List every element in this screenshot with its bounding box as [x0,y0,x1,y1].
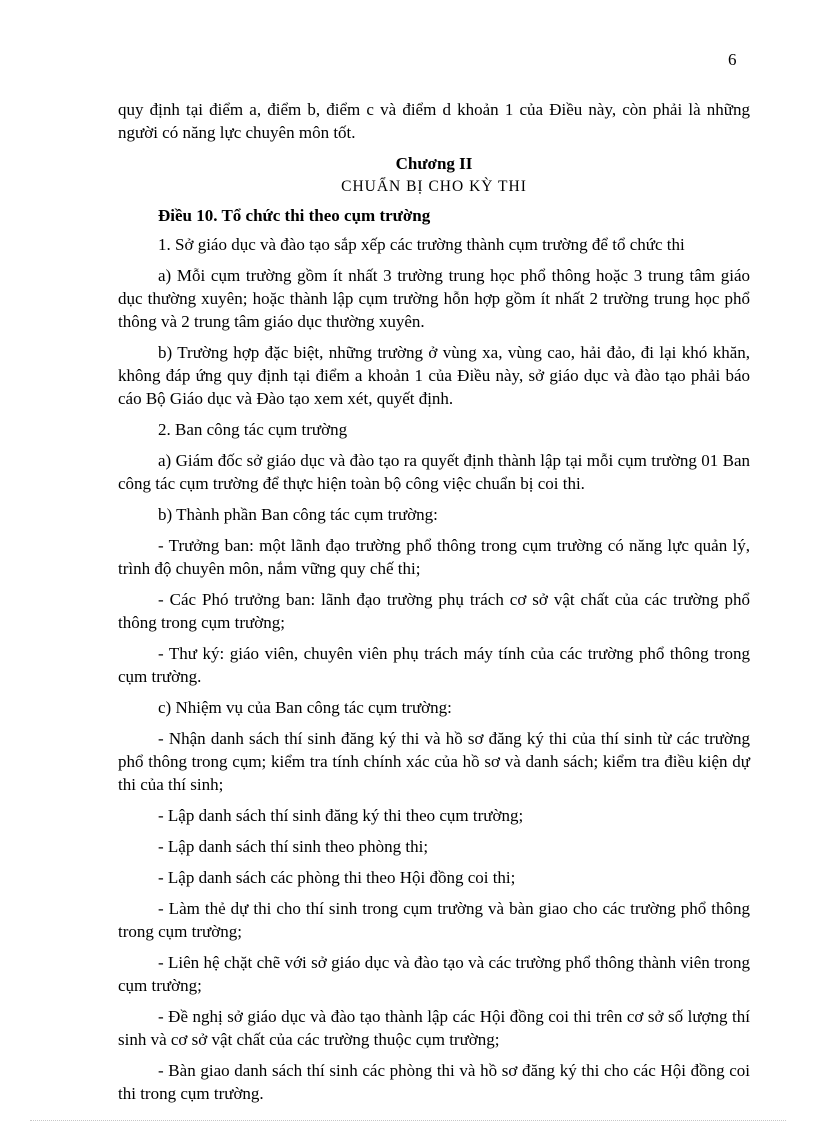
paragraph: a) Mỗi cụm trường gồm ít nhất 3 trường trung học phổ thông hoặc 3 trung tâm giáo dục thường xuyên; hoặc thành lập cụm trường hỗn hợp gồm ít nhất 2 trường trung học phổ thông và 2 trung tâm giáo dục thường xuyên. [118,266,750,331]
paragraph: - Lập danh sách thí sinh theo phòng thi; [158,837,429,856]
paragraph: 2. Ban công tác cụm trường [158,420,348,439]
chapter-subtitle: CHUẨN BỊ CHO KỲ THI [341,178,527,195]
page-bottom-divider [30,1120,786,1121]
paragraph: b) Trường hợp đặc biệt, những trường ở vùng xa, vùng cao, hải đảo, đi lại khó khăn, không đáp ứng quy định tại điểm a khoản 1 của Điều này, sở giáo dục và đào tạo phải báo cáo Bộ Giáo dục và Đào tạo xem xét, quyết định. [118,343,750,408]
paragraph: - Nhận danh sách thí sinh đăng ký thi và hồ sơ đăng ký thi của thí sinh từ các trường phổ thông trong cụm; kiểm tra tính chính xác của hồ sơ và danh sách; kiểm tra điều kiện dự thi của thí sinh; [118,729,750,794]
paragraph: 1. Sở giáo dục và đào tạo sắp xếp các trường thành cụm trường để tổ chức thi [158,235,685,254]
paragraph: - Lập danh sách thí sinh đăng ký thi theo cụm trường; [158,806,524,825]
paragraph: c) Nhiệm vụ của Ban công tác cụm trường: [158,698,452,717]
paragraph: - Đề nghị sở giáo dục và đào tạo thành lập các Hội đồng coi thi trên cơ sở số lượng thí sinh và cơ sở vật chất của các trường thuộc cụm trường; [118,1007,750,1049]
intro-paragraph: quy định tại điểm a, điểm b, điểm c và điểm d khoản 1 của Điều này, còn phải là những người có năng lực chuyên môn tốt. [118,100,750,142]
chapter-title: Chương II [395,154,473,173]
document-body [118,98,750,1113]
paragraph: - Lập danh sách các phòng thi theo Hội đồng coi thi; [158,868,516,887]
paragraph: - Các Phó trưởng ban: lãnh đạo trường phụ trách cơ sở vật chất của các trường phổ thông trong cụm trường; [118,590,750,632]
paragraph: - Trưởng ban: một lãnh đạo trường phổ thông trong cụm trường có năng lực quản lý, trình độ chuyên môn, nắm vững quy chế thi; [118,536,750,578]
paragraph: - Làm thẻ dự thi cho thí sinh trong cụm trường và bàn giao cho các trường phổ thông trong cụm trường; [118,899,750,941]
paragraph: - Thư ký: giáo viên, chuyên viên phụ trách máy tính của các trường phổ thông trong cụm trường. [118,644,750,686]
page-number: 6 [728,50,737,69]
paragraph: - Bàn giao danh sách thí sinh các phòng thi và hồ sơ đăng ký thi cho các Hội đồng coi thi trong cụm trường. [118,1061,750,1103]
paragraph: b) Thành phần Ban công tác cụm trường: [158,505,438,524]
article-heading: Điều 10. Tổ chức thi theo cụm trường [158,206,431,225]
paragraph: a) Giám đốc sở giáo dục và đào tạo ra quyết định thành lập tại mỗi cụm trường 01 Ban công tác cụm trường để thực hiện toàn bộ công việc chuẩn bị coi thi. [118,451,750,493]
paragraph: - Liên hệ chặt chẽ với sở giáo dục và đào tạo và các trường phổ thông thành viên trong cụm trường; [118,953,750,995]
